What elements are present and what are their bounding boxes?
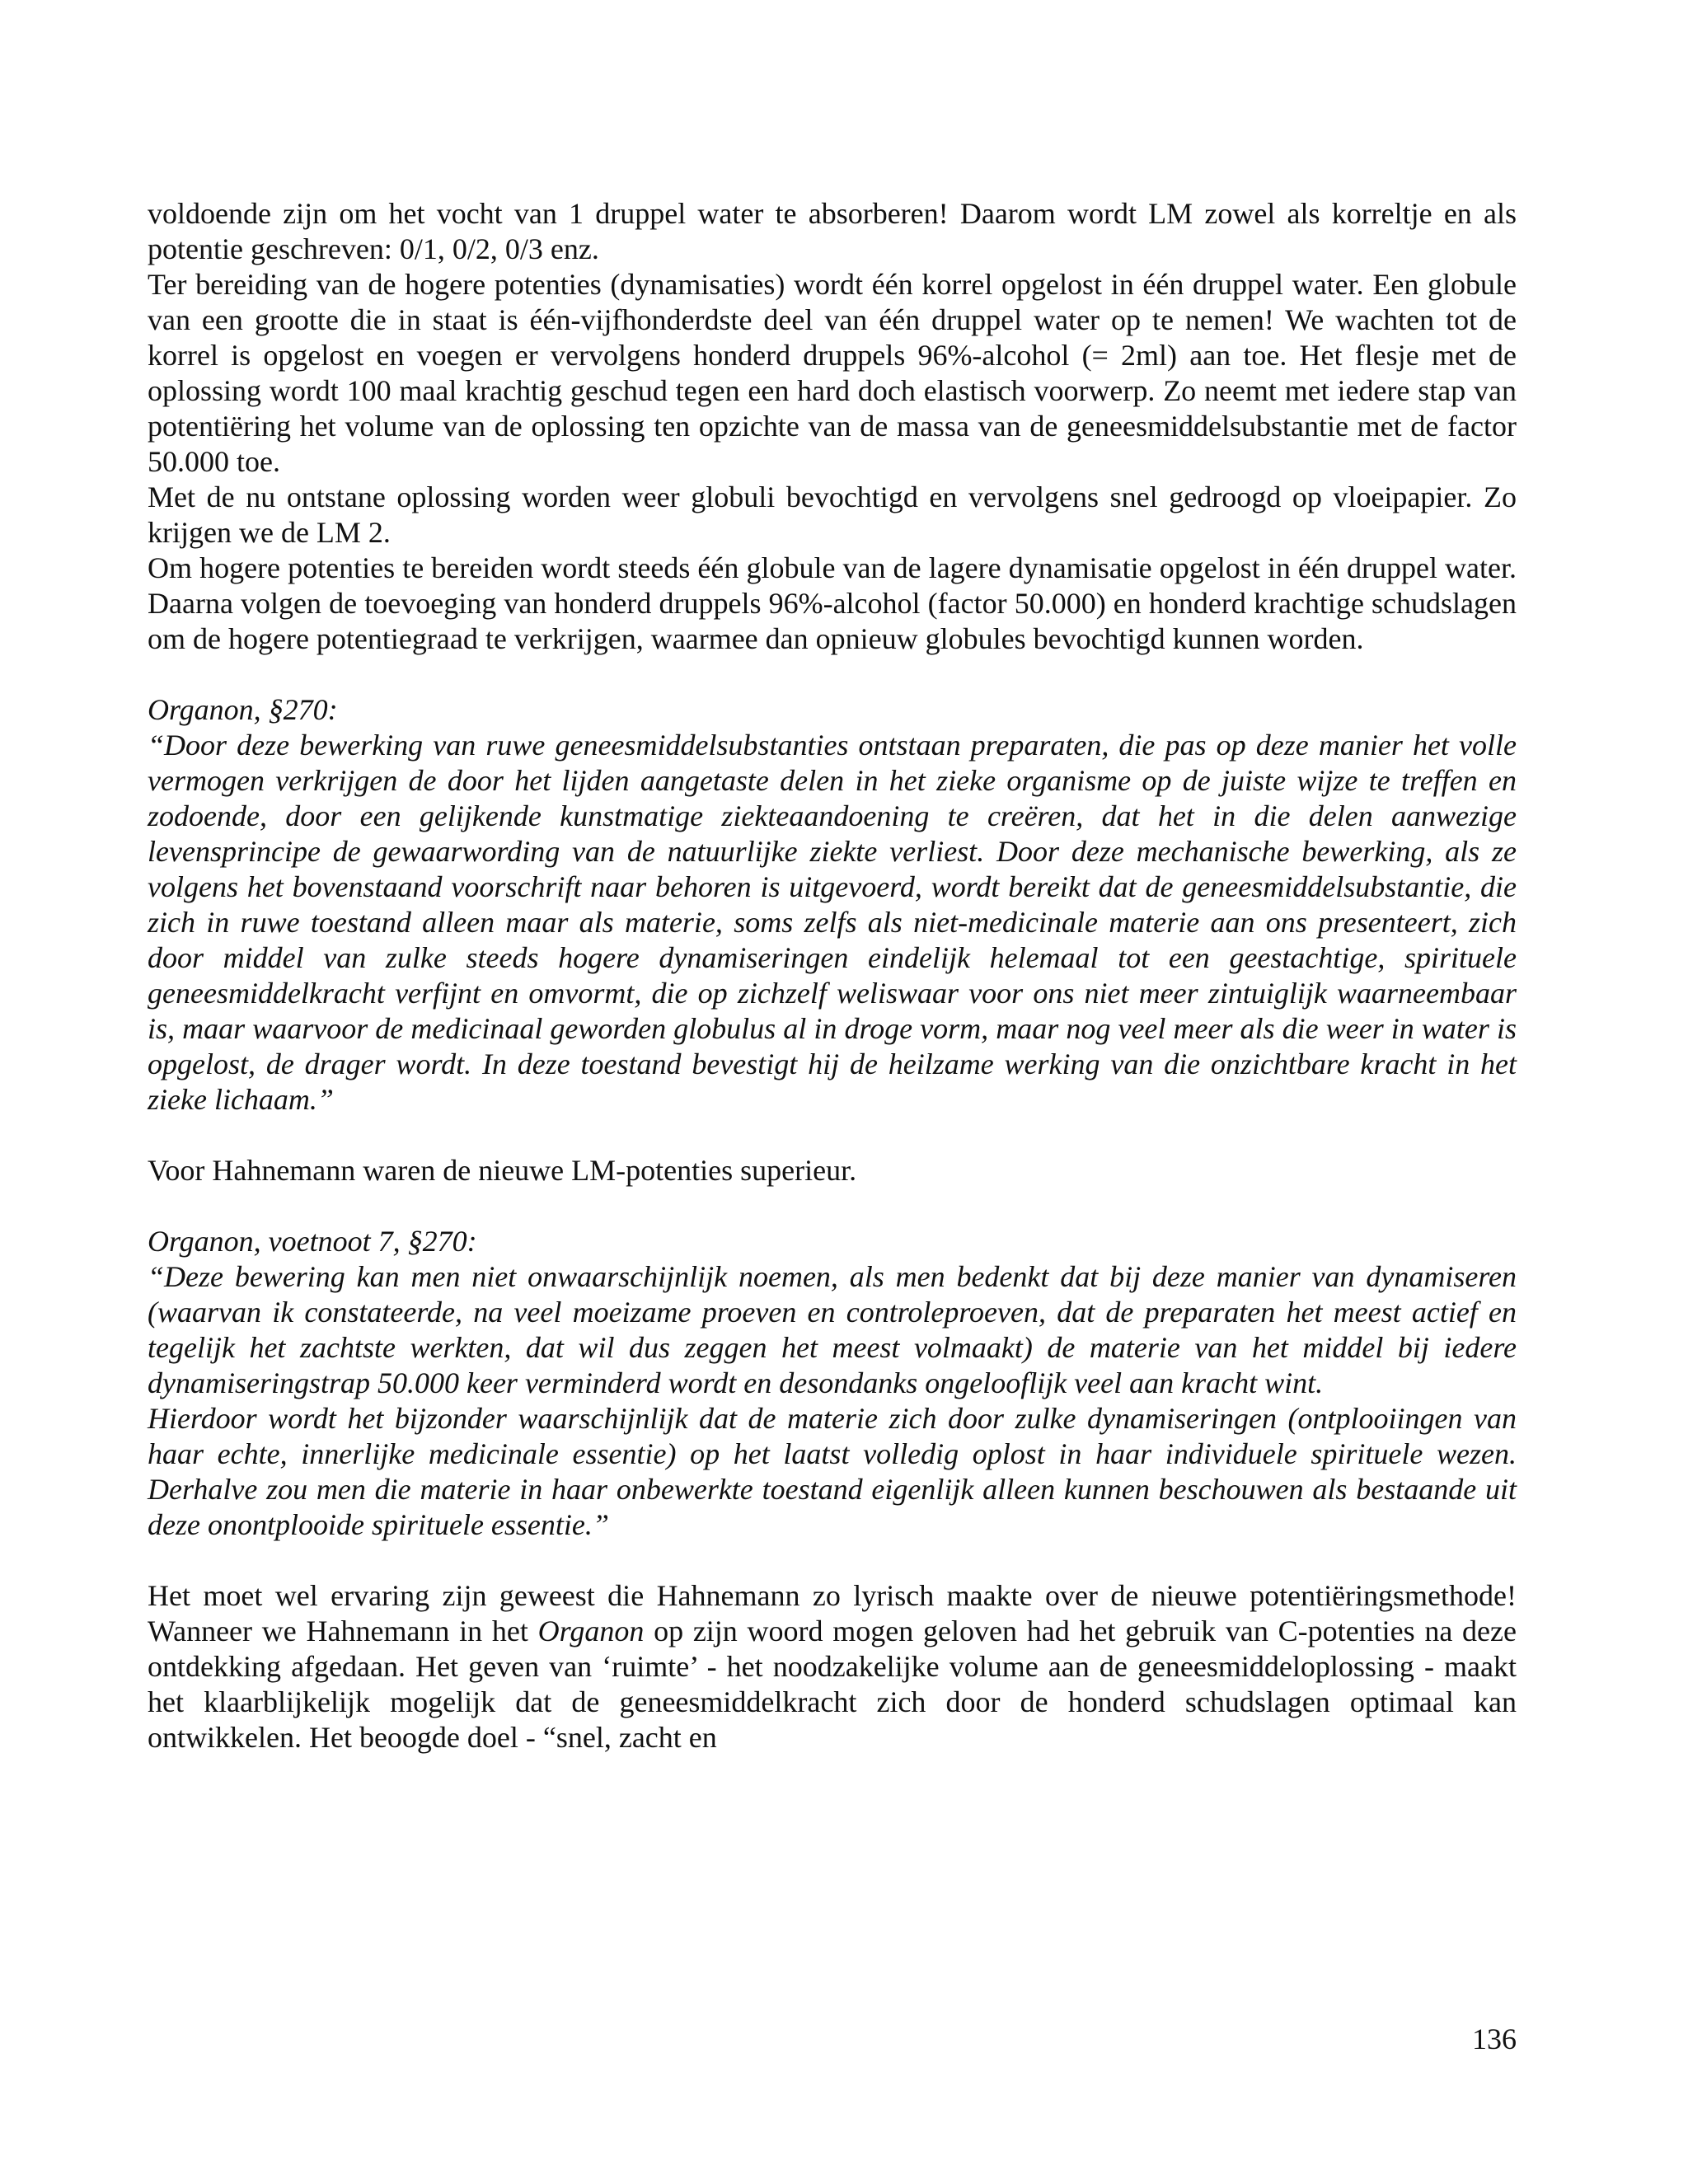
footnote-text-2: Hierdoor wordt het bijzonder waarschijnlijk dat de materie zich door zulke dynamiseringen (ontplooiingen van haar echte, innerlijke medicinale essentie) op het laatst volledig oplost in haar individuele spirituele wezen. Derhalve zou men die materie in haar onbewerkte toestand eigenlijk alleen kunnen beschouwen als bestaande uit deze onontplooide spirituele essentie.” bbox=[148, 1402, 1517, 1541]
closing-paragraph bbox=[148, 1578, 1517, 1755]
page-number: 136 bbox=[1472, 2022, 1517, 2055]
paragraph-further-dynamisation: Om hogere potenties te bereiden wordt steeds één globule van de lagere dynamisatie opgelost in één druppel water. Daarna volgen de toevoeging van honderd druppels 96%-alcohol (factor 50.000) en honderd krachtige schudslagen om de hogere potentiegraad te verkrijgen, waarmee dan opnieuw globules bevochtigd kunnen worden. bbox=[148, 551, 1517, 655]
spacer bbox=[148, 1543, 1517, 1578]
quote-heading: Organon, §270: bbox=[148, 693, 338, 726]
spacer bbox=[148, 1188, 1517, 1224]
quote-text: “Door deze bewerking van ruwe geneesmiddelsubstanties ontstaan preparaten, die pas op deze manier het volle vermogen verkrijgen de door het lijden aangetaste delen in het zieke organisme op de juiste wijze te treffen en zodoende, door een gelijkende kunstmatige ziekteaandoening te creëren, dat het in die delen aanwezige levensprincipe de gewaarwording van de natuurlijke ziekte verliest. Door deze mechanische bewerking, als ze volgens het bovenstaand voorschrift naar behoren is uitgevoerd, wordt bereikt dat de geneesmiddelsubstantie, die zich in ruwe toestand alleen maar als materie, soms zelfs als niet-medicinale materie aan ons presenteert, zich door middel van zulke steeds hogere dynamiseringen eindelijk helemaal tot een geestachtige, spirituele geneesmiddelkracht verfijnt en omvormt, die op zichzelf weliswaar voor ons niet meer zintuiglijk waarneembaar is, maar waarvoor de medicinaal geworden globulus al in droge vorm, maar nog veel meer als die weer in water is opgelost, de drager wordt. In deze toestand bevestigt hij de heilzame werking van die onzichtbare kracht in het zieke lichaam.” bbox=[148, 729, 1517, 1116]
closing-part-2: op zijn woord mogen geloven had het gebruik van C-potenties na deze ontdekking afgedaan. Het geven van ‘ruimte’ - het noodzakelijke volume aan de geneesmiddeloplossing - maakt het klaarblijkelijk mogelijk dat de geneesmiddelkracht zich door de honderd schudslagen optimaal kan ontwikkelen. Het beoogde doel - “snel, zacht en bbox=[148, 1615, 1517, 1754]
paragraph-lm2: Met de nu ontstane oplossing worden weer globuli bevochtigd en vervolgens snel gedroogd op vloeipapier. Zo krijgen we de LM 2. bbox=[148, 480, 1517, 549]
footnote-text-1: “Deze bewering kan men niet onwaarschijnlijk noemen, als men bedenkt dat bij deze manier van dynamiseren (waarvan ik constateerde, na veel moeizame proeven en controleproeven, dat de preparaten het meest actief en tegelijk het zachtste werkten, dat wil dus zeggen het meest volmaakt) de materie van het middel bij iedere dynamiseringstrap 50.000 keer verminderd wordt en desondanks ongelooflijk veel aan kracht wint. bbox=[148, 1260, 1517, 1399]
spacer bbox=[148, 657, 1517, 692]
closing-part-1: Het moet wel ervaring zijn geweest die Hahnemann zo lyrisch maakte over de nieuwe potentiëringsmethode! Wanneer we Hahnemann in het bbox=[148, 1579, 1517, 1647]
paragraph-lm-notation: voldoende zijn om het vocht van 1 druppel water te absorberen! Daarom wordt LM zowel als korreltje en als potentie geschreven: 0/1, 0/2, 0/3 enz. bbox=[148, 197, 1517, 265]
footnote-heading: Organon, voetnoot 7, §270: bbox=[148, 1225, 477, 1258]
paragraph-higher-potencies: Ter bereiding van de hogere potenties (dynamisaties) wordt één korrel opgelost in één druppel water. Een globule van een grootte die in staat is één-vijfhonderdste deel van één druppel water op te nemen! We wachten tot de korrel is opgelost en voegen er vervolgens honderd druppels 96%-alcohol (= 2ml) aan toe. Het flesje met de oplossing wordt 100 maal krachtig geschud tegen een hard doch elastisch voorwerp. Zo neemt met iedere stap van potentiëring het volume van de oplossing ten opzichte van de massa van de geneesmiddelsubstantie met de factor 50.000 toe. bbox=[148, 268, 1517, 478]
spacer bbox=[148, 1118, 1517, 1153]
page-body bbox=[148, 196, 1517, 1755]
statement-line: Voor Hahnemann waren de nieuwe LM-potenties superieur. bbox=[148, 1154, 857, 1187]
organon-title: Organon bbox=[537, 1615, 645, 1647]
